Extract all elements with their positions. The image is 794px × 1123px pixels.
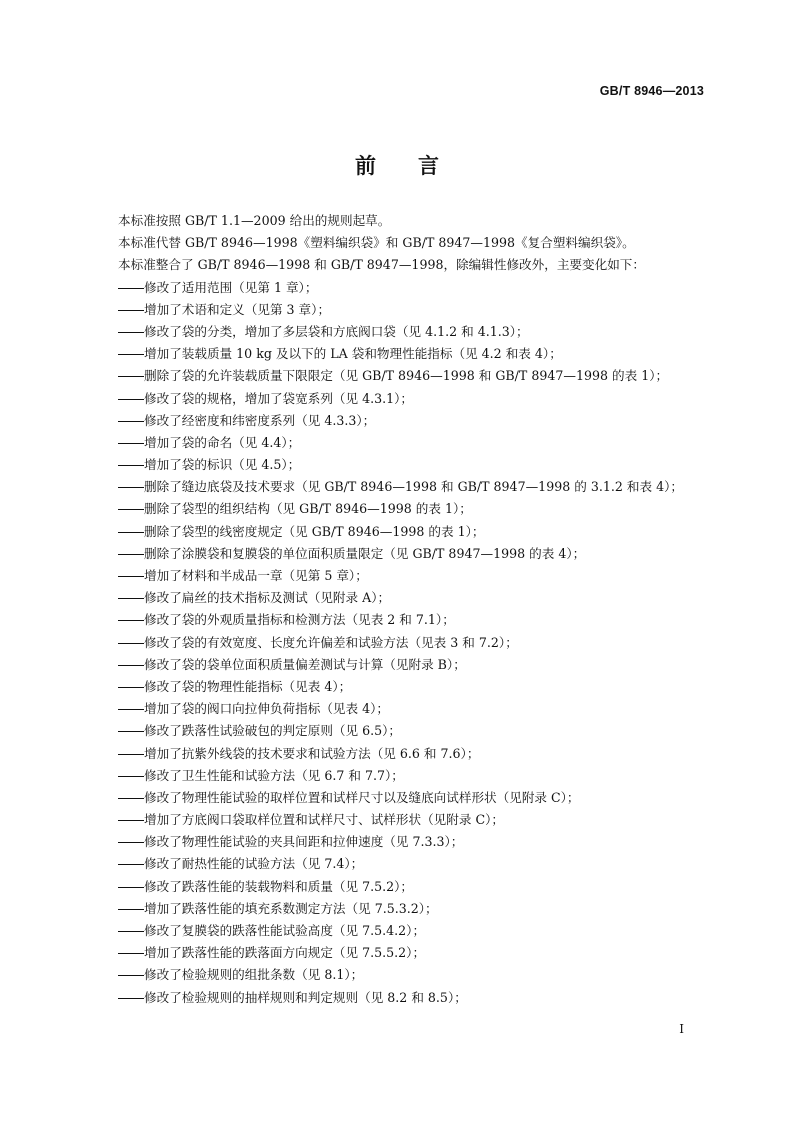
- list-item-text: 修改了卫生性能和试验方法（见 6.7 和 7.7）；: [144, 767, 404, 783]
- list-item: [118, 565, 704, 587]
- list-item: [118, 587, 704, 609]
- dash-bullet-icon: [118, 498, 144, 520]
- list-item-text: 修改了袋的规格，增加了袋宽系列（见 4.3.1）；: [144, 390, 414, 406]
- list-item: [118, 853, 704, 875]
- list-item-text: 修改了袋的分类，增加了多层袋和方底阀口袋（见 4.1.2 和 4.1.3）；: [144, 323, 529, 339]
- list-item: [118, 676, 704, 698]
- list-item-text: 增加了跌落性能的填充系数测定方法（见 7.5.3.2）；: [144, 900, 438, 916]
- list-item-text: 增加了装载质量 10 kg 及以下的 LA 袋和物理性能指标（见 4.2 和表 4）；: [144, 346, 562, 362]
- list-item: [118, 654, 704, 676]
- list-item: [118, 609, 704, 631]
- dash-bullet-icon: [118, 831, 144, 853]
- list-item-text: 修改了适用范围（见第 1 章）；: [144, 279, 318, 295]
- list-item-text: 增加了跌落性能的跌落面方向规定（见 7.5.5.2）；: [144, 945, 426, 961]
- intro-paragraph: 本标准按照 GB/T 1.1—2009 给出的规则起草。: [118, 213, 391, 228]
- list-item: [118, 299, 704, 321]
- dash-bullet-icon: [118, 299, 144, 321]
- dash-bullet-icon: [118, 321, 144, 343]
- list-item: [118, 720, 704, 742]
- list-item-text: 增加了袋的阀口向拉伸负荷指标（见表 4）；: [144, 701, 389, 717]
- dash-bullet-icon: [118, 565, 144, 587]
- list-item: [118, 787, 704, 809]
- dash-bullet-icon: [118, 698, 144, 720]
- list-item-text: 修改了跌落性能的装载物料和质量（见 7.5.2）；: [144, 878, 414, 894]
- dash-bullet-icon: [118, 809, 144, 831]
- list-item-text: 修改了复膜袋的跌落性能试验高度（见 7.5.4.2）；: [144, 923, 426, 938]
- list-item: [118, 321, 704, 343]
- dash-bullet-icon: [118, 365, 144, 387]
- dash-bullet-icon: [118, 388, 144, 410]
- dash-bullet-icon: [118, 410, 144, 432]
- list-item-text: 修改了经密度和纬密度系列（见 4.3.3）；: [144, 412, 376, 428]
- list-item-text: 修改了袋的外观质量指标和检测方法（见表 2 和 7.1）；: [144, 612, 455, 628]
- list-item-text: 增加了材料和半成品一章（见第 5 章）；: [144, 568, 368, 583]
- dash-bullet-icon: [118, 743, 144, 765]
- list-item: [118, 698, 704, 720]
- list-item: [118, 942, 704, 964]
- list-item: [118, 498, 704, 520]
- intro-section: [118, 210, 704, 277]
- standard-code: GB/T 8946—2013: [599, 84, 704, 98]
- dash-bullet-icon: [118, 609, 144, 631]
- list-item-text: 修改了耐热性能的试验方法（见 7.4）；: [144, 856, 364, 872]
- list-item: [118, 277, 704, 299]
- list-item-text: 增加了袋的标识（见 4.5）；: [144, 457, 301, 473]
- intro-paragraph: 本标准整合了 GB/T 8946—1998 和 GB/T 8947—1998，除编辑性修改外，主要变化如下：: [118, 257, 645, 273]
- list-item-text: 删除了缝边底袋及技术要求（见 GB/T 8946—1998 和 GB/T 8947—1998 的 3.1.2 和表 4）；: [144, 479, 683, 495]
- list-item-text: 修改了物理性能试验的取样位置和试样尺寸以及缝底向试样形状（见附录 C）；: [144, 789, 580, 805]
- list-item: [118, 987, 704, 1009]
- list-item: [118, 432, 704, 454]
- dash-bullet-icon: [118, 853, 144, 875]
- dash-bullet-icon: [118, 543, 144, 565]
- list-item-text: 删除了涂膜袋和复膜袋的单位面积质量限定（见 GB/T 8947—1998 的表 4）；: [144, 545, 586, 561]
- dash-bullet-icon: [118, 920, 144, 942]
- list-item-text: 修改了袋的有效宽度、长度允许偏差和试验方法（见表 3 和 7.2）；: [144, 634, 518, 650]
- dash-bullet-icon: [118, 343, 144, 365]
- list-item: [118, 809, 704, 831]
- list-item-text: 修改了检验规则的组批条数（见 8.1）；: [144, 967, 364, 983]
- dash-bullet-icon: [118, 521, 144, 543]
- dash-bullet-icon: [118, 720, 144, 742]
- list-item: [118, 743, 704, 765]
- list-item-text: 删除了袋型的线密度规定（见 GB/T 8946—1998 的表 1）；: [144, 523, 485, 539]
- list-item-text: 增加了术语和定义（见第 3 章）；: [144, 301, 331, 317]
- list-item: [118, 964, 704, 986]
- list-item-text: 增加了抗紫外线袋的技术要求和试验方法（见 6.6 和 7.6）；: [144, 745, 480, 761]
- list-item: [118, 343, 704, 365]
- changes-list: [118, 277, 704, 1009]
- dash-bullet-icon: [118, 277, 144, 299]
- list-item-text: 删除了袋的允许装载质量下限限定（见 GB/T 8946—1998 和 GB/T 8947—1998 的表 1）；: [144, 368, 669, 384]
- list-item-text: 删除了袋型的组织结构（见 GB/T 8946—1998 的表 1）；: [144, 501, 472, 517]
- dash-bullet-icon: [118, 765, 144, 787]
- intro-paragraph: 本标准代替 GB/T 8946—1998《塑料编织袋》和 GB/T 8947—1998《复合塑料编织袋》。: [118, 235, 635, 251]
- list-item-text: 修改了物理性能试验的夹具间距和拉伸速度（见 7.3.3）；: [144, 834, 464, 850]
- dash-bullet-icon: [118, 964, 144, 986]
- dash-bullet-icon: [118, 987, 144, 1009]
- dash-bullet-icon: [118, 454, 144, 476]
- list-item-text: 修改了袋的袋单位面积质量偏差测试与计算（见附录 B）；: [144, 656, 466, 672]
- list-item: [118, 410, 704, 432]
- list-item-text: 增加了袋的命名（见 4.4）；: [144, 434, 301, 450]
- list-item-text: 修改了袋的物理性能指标（见表 4）；: [144, 678, 352, 694]
- dash-bullet-icon: [118, 676, 144, 698]
- list-item-text: 增加了方底阀口袋取样位置和试样尺寸、试样形状（见附录 C）；: [144, 812, 504, 828]
- dash-bullet-icon: [118, 787, 144, 809]
- page-title: 前 言: [355, 154, 439, 178]
- list-item: [118, 365, 704, 387]
- dash-bullet-icon: [118, 587, 144, 609]
- list-item-text: 修改了跌落性试验破包的判定原则（见 6.5）；: [144, 723, 402, 739]
- dash-bullet-icon: [118, 476, 144, 498]
- list-item: [118, 898, 704, 920]
- list-item: [118, 388, 704, 410]
- list-item-text: 修改了扁丝的技术指标及测试（见附录 A）；: [144, 590, 391, 606]
- list-item: [118, 543, 704, 565]
- dash-bullet-icon: [118, 942, 144, 964]
- list-item: [118, 521, 704, 543]
- dash-bullet-icon: [118, 632, 144, 654]
- list-item-text: 修改了检验规则的抽样规则和判定规则（见 8.2 和 8.5）；: [144, 989, 467, 1005]
- dash-bullet-icon: [118, 898, 144, 920]
- dash-bullet-icon: [118, 654, 144, 676]
- page-number: I: [679, 1022, 684, 1036]
- list-item: [118, 831, 704, 853]
- list-item: [118, 876, 704, 898]
- list-item: [118, 765, 704, 787]
- list-item: [118, 454, 704, 476]
- document-body: [118, 210, 704, 1009]
- list-item: [118, 632, 704, 654]
- dash-bullet-icon: [118, 432, 144, 454]
- list-item: [118, 476, 704, 498]
- list-item: [118, 920, 704, 942]
- dash-bullet-icon: [118, 876, 144, 898]
